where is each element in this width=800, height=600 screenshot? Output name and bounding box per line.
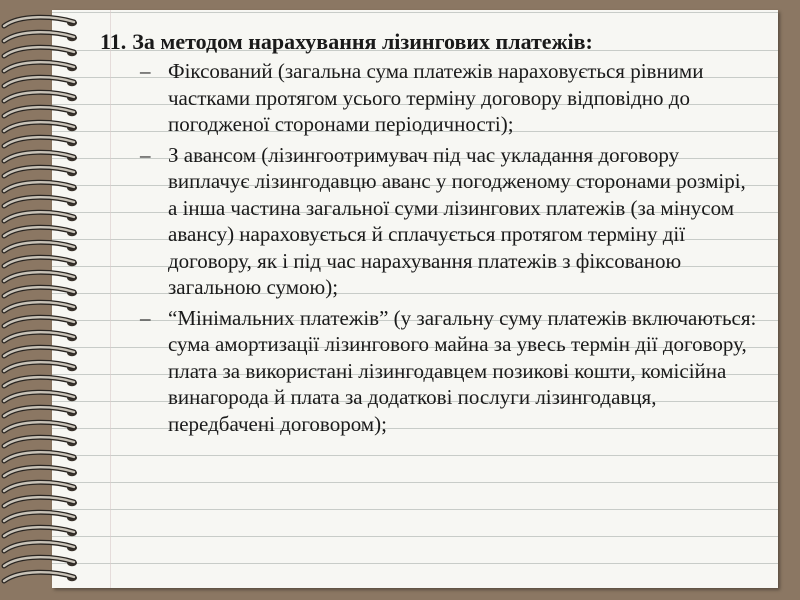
spiral-ring — [4, 317, 77, 326]
spiral-ring — [4, 197, 77, 206]
spiral-ring — [4, 32, 77, 41]
spiral-ring — [4, 92, 77, 101]
spiral-ring — [4, 257, 77, 266]
spiral-ring — [4, 572, 77, 581]
heading-text: За методом нарахування лізингових платежів: — [132, 29, 593, 54]
spiral-ring — [4, 422, 77, 431]
spiral-ring — [4, 557, 77, 566]
spiral-ring — [4, 182, 77, 191]
spiral-ring — [4, 287, 77, 296]
list-item — [100, 305, 760, 438]
list-item — [100, 142, 760, 301]
spiral-ring — [4, 302, 77, 311]
spiral-ring — [4, 152, 77, 161]
spiral-ring — [4, 332, 77, 341]
spiral-ring — [4, 62, 77, 71]
slide-content — [100, 28, 760, 441]
spiral-ring — [4, 542, 77, 551]
list-item — [100, 58, 760, 138]
spiral-ring — [4, 497, 77, 506]
heading-number: 11. — [100, 29, 127, 54]
spiral-ring — [4, 512, 77, 521]
spiral-ring — [4, 527, 77, 536]
bullet-dash: – — [140, 305, 151, 330]
spiral-ring — [4, 212, 77, 221]
spiral-ring — [4, 122, 77, 131]
spiral-ring — [4, 17, 77, 26]
list-item-text: Фіксований (загальна сума платежів нараховується рівними частками протягом усього терміну договору відповідно до погодженої сторонами періодичності); — [168, 59, 704, 136]
bullet-list — [100, 58, 760, 437]
spiral-ring — [4, 77, 77, 86]
spiral-ring — [4, 347, 77, 356]
spiral-ring — [4, 452, 77, 461]
spiral-ring — [4, 362, 77, 371]
bullet-dash: – — [140, 142, 151, 167]
list-item-text: З авансом (лізингоотримувач під час укладання договору виплачує лізингодавцю аванс у погодженому сторонами розмірі, а інша частина загальної суми лізингових платежів (за мінусом авансу) нараховується й сплачується протягом терміну дії договору, як і під час нарахування платежів з фіксованою загальною сумою); — [168, 142, 746, 299]
spiral-ring — [4, 137, 77, 146]
slide-heading — [100, 28, 760, 56]
spiral-ring — [4, 482, 77, 491]
spiral-ring — [4, 107, 77, 116]
spiral-ring — [4, 227, 77, 236]
list-item-text: “Мінімальних платежів” (у загальну суму платежів включаються: сума амортизації лізингового майна за увесь термін дії договору, плата за використані лізингодавцем позикові кошти, комісійна винагорода й плата за додаткові послуги лізингодавця, передбачені договором); — [168, 305, 757, 436]
bullet-dash: – — [140, 59, 151, 83]
spiral-ring — [4, 407, 77, 416]
spiral-ring — [4, 437, 77, 446]
spiral-ring — [4, 47, 77, 56]
spiral-ring — [4, 377, 77, 386]
spiral-ring — [4, 167, 77, 176]
spiral-ring — [4, 392, 77, 401]
spiral-binding-icon — [0, 12, 90, 592]
spiral-ring — [4, 242, 77, 251]
spiral-ring — [4, 272, 77, 281]
spiral-ring — [4, 467, 77, 476]
